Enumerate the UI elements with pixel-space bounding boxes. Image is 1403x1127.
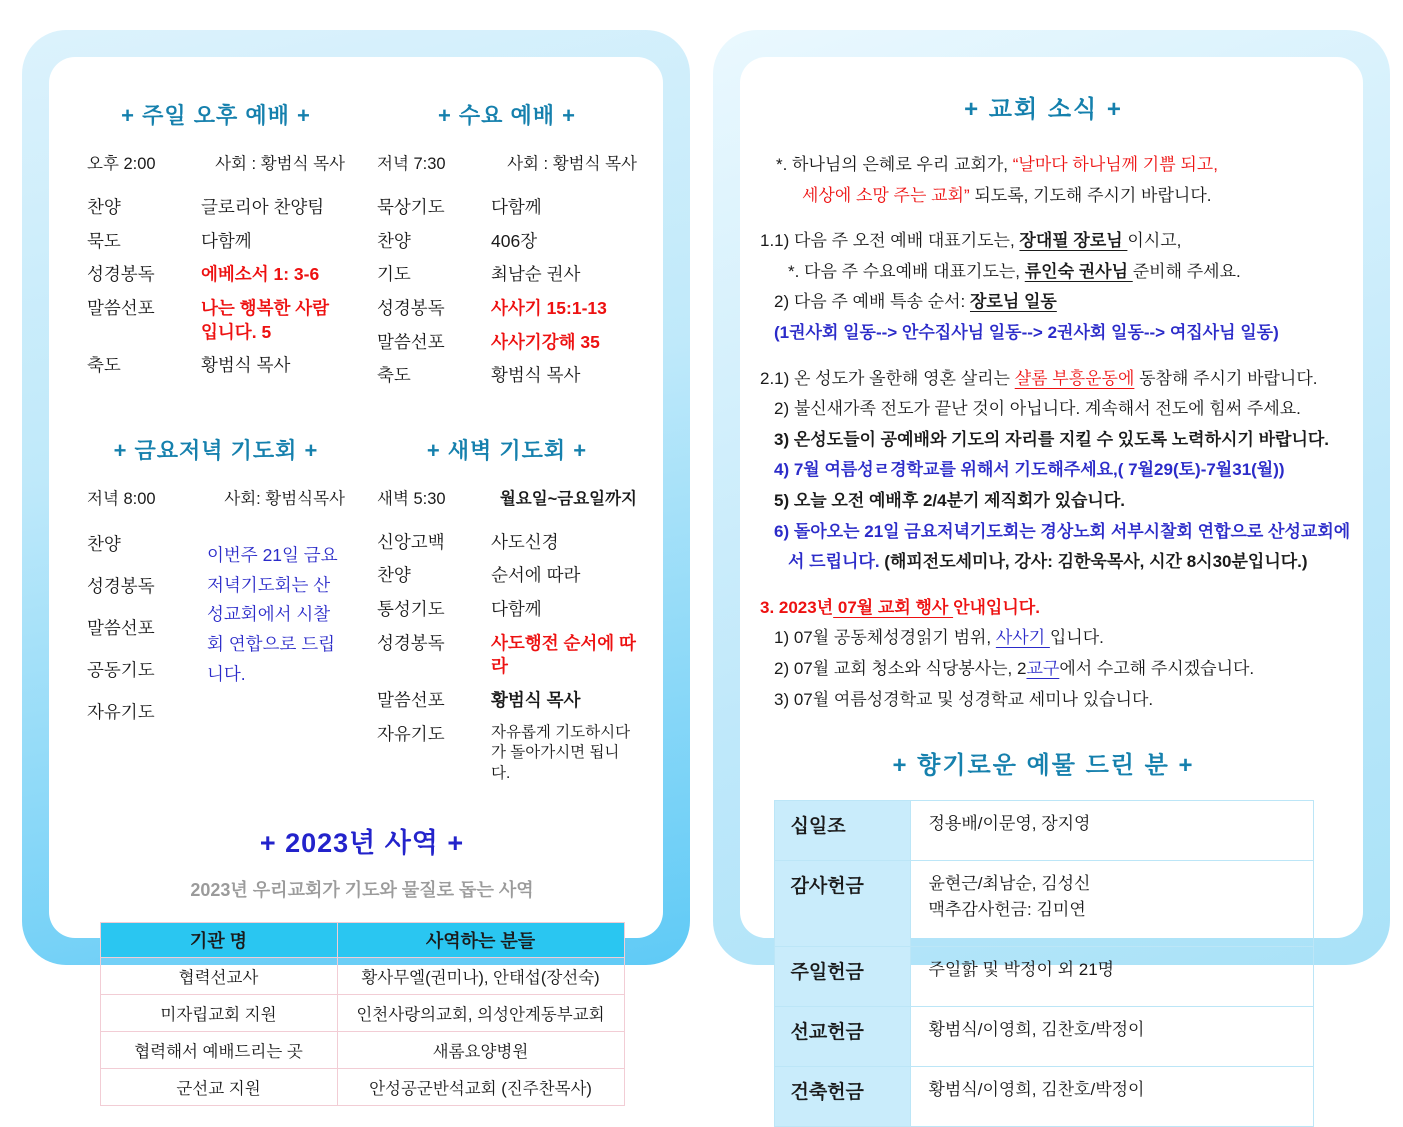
- news-text-segment: 1.1) 다음 주 오전 예배 대표기도는,: [760, 231, 1020, 251]
- order-label: 묵상기도: [377, 197, 445, 217]
- offering-type-label: 건축헌금: [790, 1081, 864, 1103]
- order-row: [377, 196, 637, 220]
- order-value: 황범식 목사: [491, 365, 581, 386]
- news-text-segment: 서 드립니다.: [788, 552, 880, 572]
- org-cell: 협력선교사: [100, 958, 337, 995]
- news-line: [774, 685, 1333, 716]
- offering-names-cell: [910, 861, 1313, 947]
- offering-names-line: 정용배/이문영, 장지영: [928, 814, 1091, 834]
- ministry-table: [100, 922, 625, 1106]
- order-label: 신앙고백: [377, 531, 445, 552]
- order-value: 황범식 목사: [491, 689, 581, 710]
- news-text-segment: 3) 07월 여름성경학교 및 성경학교 세미나 있습니다.: [774, 689, 1154, 709]
- table-row: [100, 1032, 624, 1069]
- table-row: [774, 946, 1313, 1006]
- workers-cell: 황사무엘(권미나), 안태섭(장선숙): [337, 958, 624, 995]
- offering-type-label: 감사헌금: [790, 876, 864, 898]
- order-label: 묵도: [87, 230, 121, 251]
- table-row: [774, 1066, 1313, 1126]
- news-text-segment: 1) 07월 공동체성경읽기 범위,: [774, 628, 996, 648]
- order-label: 성경봉독: [377, 632, 445, 653]
- news-text-segment: (해피전도세미나, 강사: 김한욱목사, 시간 8시30분입니다.): [879, 552, 1308, 572]
- workers-cell: 새롬요양병원: [337, 1032, 624, 1069]
- offering-type-label: 선교헌금: [790, 1021, 864, 1043]
- friday-union-note: 이번주 21일 금요저녁기도회는 산성교회에서 시찰회 연합으로 드립니다.: [207, 544, 338, 684]
- order-label: 말씀선포: [87, 617, 155, 638]
- offering-names-line: 황범식/이영희, 김찬호/박정이: [928, 1079, 1145, 1099]
- offering-type-label: 주일헌금: [790, 961, 864, 983]
- news-text-segment: 류인숙 권사님: [1024, 261, 1133, 281]
- order-value: 다함께: [201, 230, 252, 251]
- news-text-segment: 6) 돌아오는 21일 금요저녁기도회는 경상노회 서부시찰회 연합으로 산성교회에: [774, 521, 1351, 541]
- order-row: [377, 263, 637, 287]
- news-text-segment: 2) 07월 교회 청소와 식당봉사는, 2: [774, 658, 1027, 678]
- order-row: [377, 598, 637, 622]
- section-title: + 새벽 기도회 +: [426, 437, 588, 463]
- order-value: 최남순 권사: [491, 264, 581, 285]
- order-row: [87, 196, 345, 220]
- worship-time: 저녁 7:30: [377, 155, 446, 173]
- order-row: [377, 297, 637, 321]
- news-text-segment: 3) 온성도들이 공예배와 기도의 자리를 지킬 수 있도록 노력하시기 바랍니다.: [774, 429, 1330, 449]
- section-friday-evening-prayer: [87, 434, 345, 796]
- news-text-segment: 샬롬 부흥운동에: [1014, 368, 1135, 388]
- order-row: [377, 689, 637, 713]
- order-row: [377, 564, 637, 588]
- offering-type-cell: [774, 801, 910, 861]
- news-line: [788, 257, 1333, 288]
- bulletin-left-page-frame: [22, 30, 690, 1099]
- order-label: 자유기도: [87, 701, 155, 722]
- news-line: [802, 181, 1333, 212]
- news-text-segment: *. 다음 주 수요예배 대표기도는,: [788, 261, 1025, 281]
- worship-time: 새벽 5:30: [377, 489, 446, 508]
- offering-type-cell: [774, 1006, 910, 1066]
- ministry-subtitle: 2023년 우리교회가 기도와 물질로 돕는 사역: [190, 880, 534, 901]
- order-label: 성경봉독: [87, 264, 155, 285]
- news-text-segment: 사사기: [995, 628, 1050, 648]
- order-label: 찬양: [87, 533, 121, 554]
- news-text-segment: *. 하나님의 은혜로 우리 교회가,: [776, 155, 1013, 174]
- column-header-workers: 사역하는 분들: [337, 923, 624, 958]
- order-label: 성경봉독: [377, 297, 445, 318]
- table-row: [774, 861, 1313, 947]
- news-text-segment: 2.1) 온 성도가 올한해 영혼 살리는: [760, 368, 1015, 388]
- order-value: 사도행전 순서에 따라: [491, 632, 636, 677]
- order-value: 다함께: [491, 197, 542, 217]
- order-label: 자유기도: [377, 723, 445, 744]
- news-line: [788, 547, 1333, 578]
- order-value: 황범식 목사: [201, 355, 291, 376]
- order-value: 406장: [491, 230, 538, 251]
- news-text-segment: 4) 7월 여름성ㄹ경학교를 위해서 기도해주세요,( 7월29(토)-7월31(월)): [774, 460, 1285, 480]
- news-text-segment: 07월 교회 행사: [833, 597, 954, 617]
- offering-names-line: 맥추감사헌금: 김미연: [928, 900, 1086, 920]
- section-title: + 수요 예배 +: [437, 103, 577, 128]
- news-text-segment: 장대필 장로님: [1019, 231, 1128, 251]
- news-text-segment: 되도록, 기도해 주시기 바랍니다.: [969, 185, 1212, 205]
- order-labels: [87, 531, 179, 741]
- org-cell: 군선교 지원: [100, 1069, 337, 1106]
- order-label: 기도: [377, 264, 411, 285]
- news-line: [774, 517, 1351, 548]
- order-value: 사도신경: [491, 531, 559, 552]
- news-text-segment: 준비해 주세요.: [1132, 261, 1241, 281]
- order-label: 성경봉독: [87, 575, 155, 596]
- order-value: 에베소서 1: 3-6: [201, 264, 320, 285]
- news-text-segment: 동참해 주시기 바랍니다.: [1134, 368, 1318, 388]
- news-line: [774, 623, 1333, 654]
- bulletin-left-page: [49, 57, 663, 1099]
- offering-type-label: 십일조: [790, 816, 846, 838]
- org-cell: 미자립교회 지원: [100, 995, 337, 1032]
- news-text-segment: 3. 2023년: [760, 597, 834, 617]
- section-dawn-prayer: [377, 434, 637, 796]
- worship-time: 저녁 8:00: [87, 489, 156, 508]
- column-header-org: 기관 명: [100, 923, 337, 958]
- news-text-segment: 입니다.: [1049, 628, 1104, 648]
- offering-names-line: 윤현근/최남순, 김성신: [928, 874, 1091, 894]
- table-row: [774, 1006, 1313, 1066]
- news-line: [760, 364, 1333, 395]
- news-line: [774, 287, 1333, 318]
- worship-mc: 사회: 황범식목사: [224, 489, 345, 508]
- order-value: 자유롭게 기도하시다가 돌아가시면 됩니다.: [491, 723, 631, 783]
- offering-names-cell: [910, 801, 1313, 861]
- news-text-segment: 세상에 소망 주는 교회”: [802, 185, 970, 205]
- section-2023-ministry: [87, 821, 637, 1106]
- news-text-segment: 2) 다음 주 예배 특송 순서:: [774, 292, 970, 312]
- news-line: [774, 318, 1333, 349]
- order-row: [87, 263, 345, 287]
- news-text-segment: 5) 오늘 오전 예배후 2/4분기 제직회가 있습니다.: [774, 490, 1125, 510]
- order-value: 다함께: [491, 599, 542, 619]
- news-text-segment: 교구: [1026, 658, 1060, 678]
- offering-title: + 향기로운 예물 드린 분 +: [892, 752, 1195, 780]
- order-row: [87, 297, 345, 344]
- news-line: [774, 654, 1333, 685]
- worship-time: 오후 2:00: [87, 155, 156, 173]
- time-row: [87, 485, 345, 509]
- order-label: 찬양: [87, 197, 121, 217]
- order-label: 말씀선포: [377, 689, 445, 710]
- time-row: [377, 150, 637, 174]
- order-row: [377, 531, 637, 555]
- news-text-segment: 이시고,: [1127, 231, 1182, 251]
- order-value: 글로리아 찬양팀: [201, 197, 325, 217]
- time-row: [377, 485, 637, 509]
- news-text-segment: 에서 수고해 주시겠습니다.: [1059, 658, 1255, 678]
- order-row: [377, 632, 637, 679]
- order-label: 축도: [87, 355, 121, 376]
- news-text-segment: 2) 불신새가족 전도가 끝난 것이 아닙니다. 계속해서 전도에 힘써 주세요.: [774, 399, 1301, 419]
- order-row: [377, 723, 637, 786]
- ministry-title: + 2023년 사역 +: [259, 828, 465, 859]
- table-row: [100, 1069, 624, 1106]
- worship-sections-grid: [87, 99, 637, 795]
- order-row: [377, 364, 637, 388]
- news-line: [760, 226, 1333, 257]
- order-row: [377, 331, 637, 355]
- order-value: 나는 행복한 사람입니다. 5: [201, 297, 330, 342]
- table-row: [100, 995, 624, 1032]
- news-text-segment: (1권사회 일동--> 안수집사님 일동--> 2권사회 일동--> 여집사님 일동): [774, 322, 1279, 342]
- section-wednesday-worship: [377, 99, 637, 398]
- news-line: [774, 455, 1333, 486]
- order-label: 공동기도: [87, 659, 155, 680]
- order-value: 사사기 15:1-13: [491, 297, 607, 318]
- ministry-table-header-row: [100, 923, 624, 958]
- offering-names-line: 주일핡 및 박정이 외 21명: [928, 959, 1115, 979]
- friday-order-and-note: [87, 531, 345, 741]
- workers-cell: 안성공군반석교회 (진주찬목사): [337, 1069, 624, 1106]
- worship-mc: 사회 : 황범식 목사: [215, 155, 345, 173]
- bulletin-right-page-frame: [713, 30, 1390, 1103]
- table-row: [100, 958, 624, 995]
- church-news-title: + 교회 소식 +: [964, 96, 1123, 123]
- order-label: 말씀선포: [87, 297, 155, 318]
- news-text-segment: 안내입니다.: [953, 597, 1040, 617]
- order-label: 말씀선포: [377, 331, 445, 352]
- offering-type-cell: [774, 1066, 910, 1126]
- order-row: [377, 230, 637, 254]
- order-value: 사사기강해 35: [491, 331, 600, 352]
- church-news-body: [754, 150, 1351, 715]
- offering-type-cell: [774, 946, 910, 1006]
- bulletin-right-page: [740, 57, 1363, 1103]
- workers-cell: 인천사랑의교회, 의성안계동부교회: [337, 995, 624, 1032]
- news-line: [774, 394, 1333, 425]
- order-value: 순서에 따라: [491, 565, 581, 586]
- org-cell: 협력해서 예배드리는 곳: [100, 1032, 337, 1069]
- order-label: 찬양: [377, 230, 411, 251]
- order-label: 찬양: [377, 565, 411, 586]
- table-row: [774, 801, 1313, 861]
- worship-days: 월요일~금요일까지: [499, 489, 637, 508]
- section-sunday-afternoon-worship: [87, 99, 345, 398]
- offering-names-cell: [910, 1066, 1313, 1126]
- news-line: [774, 486, 1333, 517]
- order-label: 축도: [377, 365, 411, 386]
- news-text-segment: 장로님 일동: [969, 292, 1057, 312]
- offering-names-cell: [910, 946, 1313, 1006]
- offering-type-cell: [774, 861, 910, 947]
- order-row: [87, 230, 345, 254]
- time-row: [87, 150, 345, 174]
- order-row: [87, 354, 345, 378]
- news-line: [760, 593, 1333, 624]
- worship-mc: 사회 : 황범식 목사: [507, 155, 637, 173]
- order-label: 통성기도: [377, 599, 445, 619]
- offering-table: [774, 800, 1314, 1127]
- section-title: + 금요저녁 기도회 +: [113, 437, 319, 463]
- offering-names-line: 황범식/이영희, 김찬호/박정이: [928, 1019, 1145, 1039]
- offering-names-cell: [910, 1006, 1313, 1066]
- news-text-segment: “날마다 하나님께 기쁨 되고,: [1012, 155, 1218, 174]
- news-line: [776, 150, 1333, 181]
- news-line: [774, 425, 1333, 456]
- section-title: + 주일 오후 예배 +: [121, 103, 311, 128]
